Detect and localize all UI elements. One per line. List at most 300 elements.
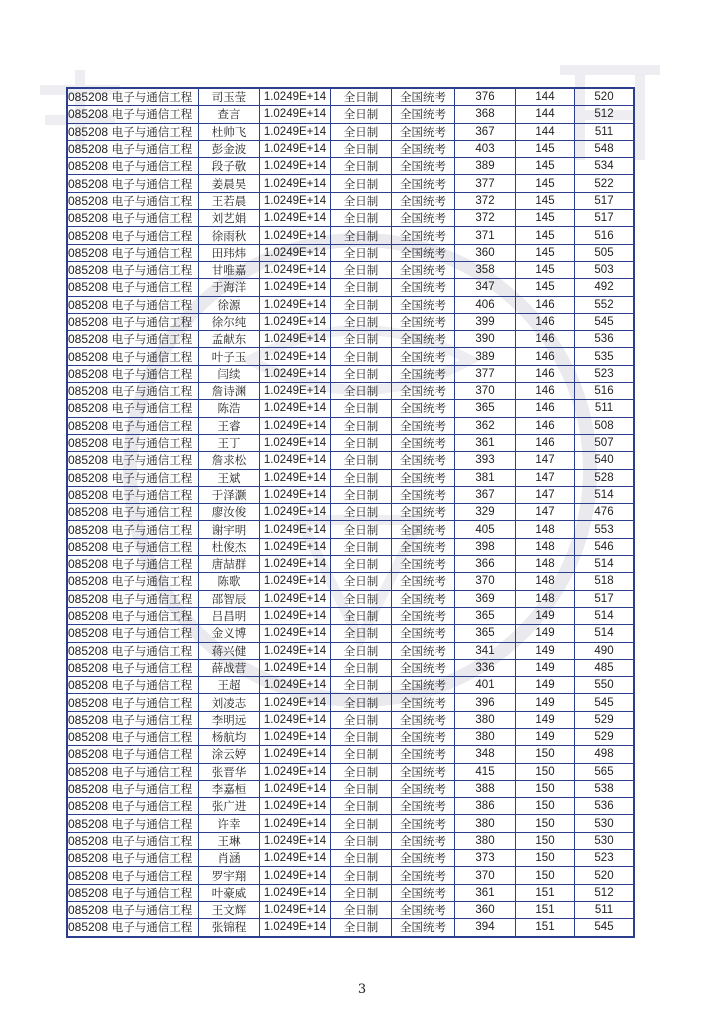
score-b-cell: 149 xyxy=(516,711,575,728)
table-row xyxy=(67,746,634,763)
study-mode-cell: 全日制 xyxy=(331,486,392,503)
major-cell xyxy=(67,486,199,503)
table-row xyxy=(67,296,634,313)
major-name: 电子与通信工程 xyxy=(111,903,193,918)
study-mode-cell: 全日制 xyxy=(331,140,392,157)
major-cell xyxy=(67,331,199,348)
score-b-cell: 147 xyxy=(516,486,575,503)
major-code: 085208 xyxy=(68,176,109,191)
major-name: 电子与通信工程 xyxy=(111,557,193,572)
major-cell xyxy=(67,867,199,884)
student-name-cell: 蒋兴健 xyxy=(199,642,260,659)
score-b-cell: 145 xyxy=(516,175,575,192)
exam-type-cell: 全国统考 xyxy=(392,659,455,676)
exam-type-cell: 全国统考 xyxy=(392,504,455,521)
total-score-cell: 514 xyxy=(575,625,635,642)
major-name: 电子与通信工程 xyxy=(111,418,193,433)
table-row xyxy=(67,901,634,918)
major-name: 电子与通信工程 xyxy=(111,660,193,675)
score-a-cell: 365 xyxy=(455,400,516,417)
exam-id-cell: 1.0249E+14 xyxy=(260,210,331,227)
major-code: 085208 xyxy=(68,574,109,589)
exam-type-cell: 全国统考 xyxy=(392,261,455,278)
major-name: 电子与通信工程 xyxy=(111,107,193,122)
major-cell xyxy=(67,365,199,382)
table-row xyxy=(67,884,634,901)
table-row xyxy=(67,313,634,330)
score-b-cell: 147 xyxy=(516,469,575,486)
major-code: 085208 xyxy=(68,833,109,848)
score-a-cell: 360 xyxy=(455,901,516,918)
exam-id-cell: 1.0249E+14 xyxy=(260,279,331,296)
major-code: 085208 xyxy=(68,332,109,347)
table-row xyxy=(67,400,634,417)
study-mode-cell: 全日制 xyxy=(331,106,392,123)
exam-id-cell: 1.0249E+14 xyxy=(260,192,331,209)
score-a-cell: 369 xyxy=(455,590,516,607)
study-mode-cell: 全日制 xyxy=(331,573,392,590)
table-row xyxy=(67,140,634,157)
study-mode-cell: 全日制 xyxy=(331,625,392,642)
major-code: 085208 xyxy=(68,90,109,105)
major-code: 085208 xyxy=(68,712,109,727)
score-a-cell: 377 xyxy=(455,365,516,382)
major-name: 电子与通信工程 xyxy=(111,539,193,554)
page-number: 3 xyxy=(357,982,367,997)
major-name: 电子与通信工程 xyxy=(111,643,193,658)
study-mode-cell: 全日制 xyxy=(331,331,392,348)
major-name: 电子与通信工程 xyxy=(111,228,193,243)
table-row xyxy=(67,625,634,642)
total-score-cell: 536 xyxy=(575,798,635,815)
student-name-cell: 叶豪威 xyxy=(199,884,260,901)
major-name: 电子与通信工程 xyxy=(111,574,193,589)
score-b-cell: 151 xyxy=(516,901,575,918)
major-cell xyxy=(67,348,199,365)
major-code: 085208 xyxy=(68,436,109,451)
exam-id-cell: 1.0249E+14 xyxy=(260,815,331,832)
score-a-cell: 370 xyxy=(455,573,516,590)
table-row xyxy=(67,279,634,296)
total-score-cell: 492 xyxy=(575,279,635,296)
student-name-cell: 杨航均 xyxy=(199,728,260,745)
exam-id-cell: 1.0249E+14 xyxy=(260,106,331,123)
major-cell xyxy=(67,711,199,728)
major-cell xyxy=(67,832,199,849)
major-name: 电子与通信工程 xyxy=(111,297,193,312)
exam-id-cell: 1.0249E+14 xyxy=(260,677,331,694)
score-a-cell: 393 xyxy=(455,452,516,469)
student-name-cell: 陈浩 xyxy=(199,400,260,417)
exam-type-cell: 全国统考 xyxy=(392,158,455,175)
major-cell xyxy=(67,313,199,330)
score-b-cell: 146 xyxy=(516,383,575,400)
exam-type-cell: 全国统考 xyxy=(392,210,455,227)
score-b-cell: 146 xyxy=(516,417,575,434)
table-row xyxy=(67,850,634,867)
major-code: 085208 xyxy=(68,539,109,554)
student-name-cell: 甘唯嘉 xyxy=(199,261,260,278)
table-row xyxy=(67,538,634,555)
major-cell xyxy=(67,261,199,278)
major-name: 电子与通信工程 xyxy=(111,678,193,693)
total-score-cell: 517 xyxy=(575,590,635,607)
study-mode-cell: 全日制 xyxy=(331,728,392,745)
exam-id-cell: 1.0249E+14 xyxy=(260,884,331,901)
major-code: 085208 xyxy=(68,920,109,935)
exam-id-cell: 1.0249E+14 xyxy=(260,88,331,106)
student-name-cell: 王丁 xyxy=(199,434,260,451)
exam-id-cell: 1.0249E+14 xyxy=(260,140,331,157)
major-cell xyxy=(67,158,199,175)
total-score-cell: 476 xyxy=(575,504,635,521)
score-b-cell: 146 xyxy=(516,331,575,348)
table-row xyxy=(67,192,634,209)
score-b-cell: 150 xyxy=(516,832,575,849)
student-name-cell: 王斌 xyxy=(199,469,260,486)
major-name: 电子与通信工程 xyxy=(111,159,193,174)
student-name-cell: 张锦程 xyxy=(199,919,260,937)
major-code: 085208 xyxy=(68,401,109,416)
score-b-cell: 149 xyxy=(516,728,575,745)
student-name-cell: 王文辉 xyxy=(199,901,260,918)
table-row xyxy=(67,331,634,348)
major-cell xyxy=(67,763,199,780)
score-a-cell: 347 xyxy=(455,279,516,296)
score-b-cell: 151 xyxy=(516,919,575,937)
score-b-cell: 151 xyxy=(516,884,575,901)
score-b-cell: 148 xyxy=(516,556,575,573)
major-code: 085208 xyxy=(68,816,109,831)
major-cell xyxy=(67,192,199,209)
admission-table xyxy=(66,87,635,938)
study-mode-cell: 全日制 xyxy=(331,192,392,209)
score-a-cell: 380 xyxy=(455,711,516,728)
score-a-cell: 358 xyxy=(455,261,516,278)
exam-type-cell: 全国统考 xyxy=(392,88,455,106)
exam-id-cell: 1.0249E+14 xyxy=(260,850,331,867)
exam-id-cell: 1.0249E+14 xyxy=(260,365,331,382)
exam-type-cell: 全国统考 xyxy=(392,452,455,469)
major-cell xyxy=(67,590,199,607)
major-cell xyxy=(67,434,199,451)
score-a-cell: 415 xyxy=(455,763,516,780)
major-name: 电子与通信工程 xyxy=(111,263,193,278)
major-name: 电子与通信工程 xyxy=(111,401,193,416)
exam-id-cell: 1.0249E+14 xyxy=(260,728,331,745)
study-mode-cell: 全日制 xyxy=(331,123,392,140)
major-code: 085208 xyxy=(68,903,109,918)
student-name-cell: 王若晨 xyxy=(199,192,260,209)
major-code: 085208 xyxy=(68,124,109,139)
major-name: 电子与通信工程 xyxy=(111,591,193,606)
major-code: 085208 xyxy=(68,366,109,381)
exam-type-cell: 全国统考 xyxy=(392,365,455,382)
exam-id-cell: 1.0249E+14 xyxy=(260,244,331,261)
total-score-cell: 514 xyxy=(575,556,635,573)
exam-type-cell: 全国统考 xyxy=(392,244,455,261)
major-name: 电子与通信工程 xyxy=(111,505,193,520)
table-row xyxy=(67,417,634,434)
exam-type-cell: 全国统考 xyxy=(392,348,455,365)
exam-id-cell: 1.0249E+14 xyxy=(260,832,331,849)
major-code: 085208 xyxy=(68,280,109,295)
study-mode-cell: 全日制 xyxy=(331,832,392,849)
student-name-cell: 罗宇翔 xyxy=(199,867,260,884)
score-b-cell: 150 xyxy=(516,850,575,867)
major-name: 电子与通信工程 xyxy=(111,868,193,883)
major-cell xyxy=(67,884,199,901)
exam-type-cell: 全国统考 xyxy=(392,867,455,884)
exam-id-cell: 1.0249E+14 xyxy=(260,123,331,140)
exam-id-cell: 1.0249E+14 xyxy=(260,607,331,624)
student-name-cell: 叶子玉 xyxy=(199,348,260,365)
major-cell xyxy=(67,780,199,797)
exam-type-cell: 全国统考 xyxy=(392,901,455,918)
major-code: 085208 xyxy=(68,453,109,468)
study-mode-cell: 全日制 xyxy=(331,175,392,192)
exam-id-cell: 1.0249E+14 xyxy=(260,867,331,884)
total-score-cell: 511 xyxy=(575,123,635,140)
table-row xyxy=(67,261,634,278)
major-code: 085208 xyxy=(68,522,109,537)
major-cell xyxy=(67,901,199,918)
total-score-cell: 565 xyxy=(575,763,635,780)
study-mode-cell: 全日制 xyxy=(331,279,392,296)
major-name: 电子与通信工程 xyxy=(111,90,193,105)
table-row xyxy=(67,175,634,192)
table-row xyxy=(67,728,634,745)
major-name: 电子与通信工程 xyxy=(111,712,193,727)
score-a-cell: 381 xyxy=(455,469,516,486)
table-row xyxy=(67,486,634,503)
student-name-cell: 闫续 xyxy=(199,365,260,382)
score-a-cell: 368 xyxy=(455,106,516,123)
score-b-cell: 149 xyxy=(516,694,575,711)
major-name: 电子与通信工程 xyxy=(111,332,193,347)
major-code: 085208 xyxy=(68,245,109,260)
major-cell xyxy=(67,296,199,313)
exam-type-cell: 全国统考 xyxy=(392,746,455,763)
major-code: 085208 xyxy=(68,505,109,520)
score-b-cell: 148 xyxy=(516,521,575,538)
student-name-cell: 邵智辰 xyxy=(199,590,260,607)
major-code: 085208 xyxy=(68,107,109,122)
exam-id-cell: 1.0249E+14 xyxy=(260,504,331,521)
major-cell xyxy=(67,642,199,659)
exam-type-cell: 全国统考 xyxy=(392,192,455,209)
score-b-cell: 149 xyxy=(516,642,575,659)
major-name: 电子与通信工程 xyxy=(111,280,193,295)
major-cell xyxy=(67,556,199,573)
study-mode-cell: 全日制 xyxy=(331,798,392,815)
score-b-cell: 145 xyxy=(516,158,575,175)
exam-type-cell: 全国统考 xyxy=(392,279,455,296)
major-name: 电子与通信工程 xyxy=(111,349,193,364)
exam-id-cell: 1.0249E+14 xyxy=(260,694,331,711)
major-code: 085208 xyxy=(68,747,109,762)
score-a-cell: 380 xyxy=(455,832,516,849)
total-score-cell: 530 xyxy=(575,832,635,849)
major-name: 电子与通信工程 xyxy=(111,176,193,191)
exam-type-cell: 全国统考 xyxy=(392,486,455,503)
table-row xyxy=(67,573,634,590)
major-cell xyxy=(67,919,199,937)
exam-id-cell: 1.0249E+14 xyxy=(260,711,331,728)
total-score-cell: 545 xyxy=(575,313,635,330)
student-name-cell: 徐源 xyxy=(199,296,260,313)
score-b-cell: 145 xyxy=(516,140,575,157)
total-score-cell: 520 xyxy=(575,867,635,884)
study-mode-cell: 全日制 xyxy=(331,884,392,901)
exam-id-cell: 1.0249E+14 xyxy=(260,798,331,815)
study-mode-cell: 全日制 xyxy=(331,763,392,780)
exam-id-cell: 1.0249E+14 xyxy=(260,659,331,676)
exam-type-cell: 全国统考 xyxy=(392,728,455,745)
study-mode-cell: 全日制 xyxy=(331,901,392,918)
score-a-cell: 366 xyxy=(455,556,516,573)
major-name: 电子与通信工程 xyxy=(111,470,193,485)
major-code: 085208 xyxy=(68,159,109,174)
exam-id-cell: 1.0249E+14 xyxy=(260,919,331,937)
score-b-cell: 146 xyxy=(516,296,575,313)
table-row xyxy=(67,434,634,451)
major-name: 电子与通信工程 xyxy=(111,211,193,226)
score-a-cell: 389 xyxy=(455,158,516,175)
score-b-cell: 144 xyxy=(516,106,575,123)
exam-type-cell: 全国统考 xyxy=(392,417,455,434)
table-row xyxy=(67,919,634,937)
exam-type-cell: 全国统考 xyxy=(392,400,455,417)
score-b-cell: 148 xyxy=(516,538,575,555)
major-cell xyxy=(67,625,199,642)
total-score-cell: 512 xyxy=(575,106,635,123)
major-name: 电子与通信工程 xyxy=(111,436,193,451)
major-code: 085208 xyxy=(68,349,109,364)
total-score-cell: 552 xyxy=(575,296,635,313)
total-score-cell: 529 xyxy=(575,711,635,728)
exam-type-cell: 全国统考 xyxy=(392,694,455,711)
major-cell xyxy=(67,798,199,815)
student-name-cell: 王琳 xyxy=(199,832,260,849)
score-a-cell: 361 xyxy=(455,434,516,451)
student-name-cell: 张晋华 xyxy=(199,763,260,780)
study-mode-cell: 全日制 xyxy=(331,400,392,417)
score-a-cell: 361 xyxy=(455,884,516,901)
total-score-cell: 485 xyxy=(575,659,635,676)
major-name: 电子与通信工程 xyxy=(111,245,193,260)
exam-id-cell: 1.0249E+14 xyxy=(260,625,331,642)
table-row xyxy=(67,365,634,382)
exam-type-cell: 全国统考 xyxy=(392,677,455,694)
total-score-cell: 511 xyxy=(575,400,635,417)
score-b-cell: 146 xyxy=(516,400,575,417)
total-score-cell: 536 xyxy=(575,331,635,348)
student-name-cell: 涂云婷 xyxy=(199,746,260,763)
score-a-cell: 380 xyxy=(455,815,516,832)
exam-type-cell: 全国统考 xyxy=(392,607,455,624)
table-row xyxy=(67,607,634,624)
score-a-cell: 348 xyxy=(455,746,516,763)
total-score-cell: 507 xyxy=(575,434,635,451)
major-name: 电子与通信工程 xyxy=(111,193,193,208)
exam-type-cell: 全国统考 xyxy=(392,383,455,400)
total-score-cell: 545 xyxy=(575,694,635,711)
score-a-cell: 403 xyxy=(455,140,516,157)
major-name: 电子与通信工程 xyxy=(111,315,193,329)
exam-id-cell: 1.0249E+14 xyxy=(260,780,331,797)
exam-type-cell: 全国统考 xyxy=(392,331,455,348)
total-score-cell: 503 xyxy=(575,261,635,278)
exam-id-cell: 1.0249E+14 xyxy=(260,590,331,607)
total-score-cell: 511 xyxy=(575,901,635,918)
study-mode-cell: 全日制 xyxy=(331,244,392,261)
study-mode-cell: 全日制 xyxy=(331,383,392,400)
total-score-cell: 508 xyxy=(575,417,635,434)
score-b-cell: 149 xyxy=(516,625,575,642)
study-mode-cell: 全日制 xyxy=(331,642,392,659)
exam-type-cell: 全国统考 xyxy=(392,123,455,140)
major-name: 电子与通信工程 xyxy=(111,851,193,866)
major-name: 电子与通信工程 xyxy=(111,816,193,831)
major-code: 085208 xyxy=(68,211,109,226)
exam-id-cell: 1.0249E+14 xyxy=(260,296,331,313)
study-mode-cell: 全日制 xyxy=(331,659,392,676)
student-name-cell: 司玉莹 xyxy=(199,88,260,106)
exam-id-cell: 1.0249E+14 xyxy=(260,521,331,538)
major-code: 085208 xyxy=(68,142,109,157)
table-row xyxy=(67,798,634,815)
major-code: 085208 xyxy=(68,782,109,797)
table-row xyxy=(67,227,634,244)
exam-type-cell: 全国统考 xyxy=(392,919,455,937)
study-mode-cell: 全日制 xyxy=(331,434,392,451)
major-code: 085208 xyxy=(68,418,109,433)
exam-id-cell: 1.0249E+14 xyxy=(260,573,331,590)
student-name-cell: 彭金波 xyxy=(199,140,260,157)
total-score-cell: 529 xyxy=(575,728,635,745)
major-cell xyxy=(67,279,199,296)
exam-id-cell: 1.0249E+14 xyxy=(260,348,331,365)
exam-type-cell: 全国统考 xyxy=(392,884,455,901)
table-row xyxy=(67,158,634,175)
student-name-cell: 许幸 xyxy=(199,815,260,832)
score-a-cell: 365 xyxy=(455,625,516,642)
total-score-cell: 545 xyxy=(575,919,635,937)
table-row xyxy=(67,694,634,711)
student-name-cell: 廖汝俊 xyxy=(199,504,260,521)
student-name-cell: 唐喆群 xyxy=(199,556,260,573)
score-b-cell: 147 xyxy=(516,452,575,469)
table-row xyxy=(67,452,634,469)
major-cell xyxy=(67,850,199,867)
total-score-cell: 518 xyxy=(575,573,635,590)
study-mode-cell: 全日制 xyxy=(331,261,392,278)
exam-id-cell: 1.0249E+14 xyxy=(260,261,331,278)
study-mode-cell: 全日制 xyxy=(331,469,392,486)
exam-id-cell: 1.0249E+14 xyxy=(260,556,331,573)
total-score-cell: 528 xyxy=(575,469,635,486)
exam-type-cell: 全国统考 xyxy=(392,434,455,451)
student-name-cell: 薛战营 xyxy=(199,659,260,676)
table-row xyxy=(67,590,634,607)
table-row xyxy=(67,106,634,123)
score-a-cell: 360 xyxy=(455,244,516,261)
table-row xyxy=(67,504,634,521)
total-score-cell: 517 xyxy=(575,210,635,227)
major-cell xyxy=(67,815,199,832)
major-cell xyxy=(67,452,199,469)
